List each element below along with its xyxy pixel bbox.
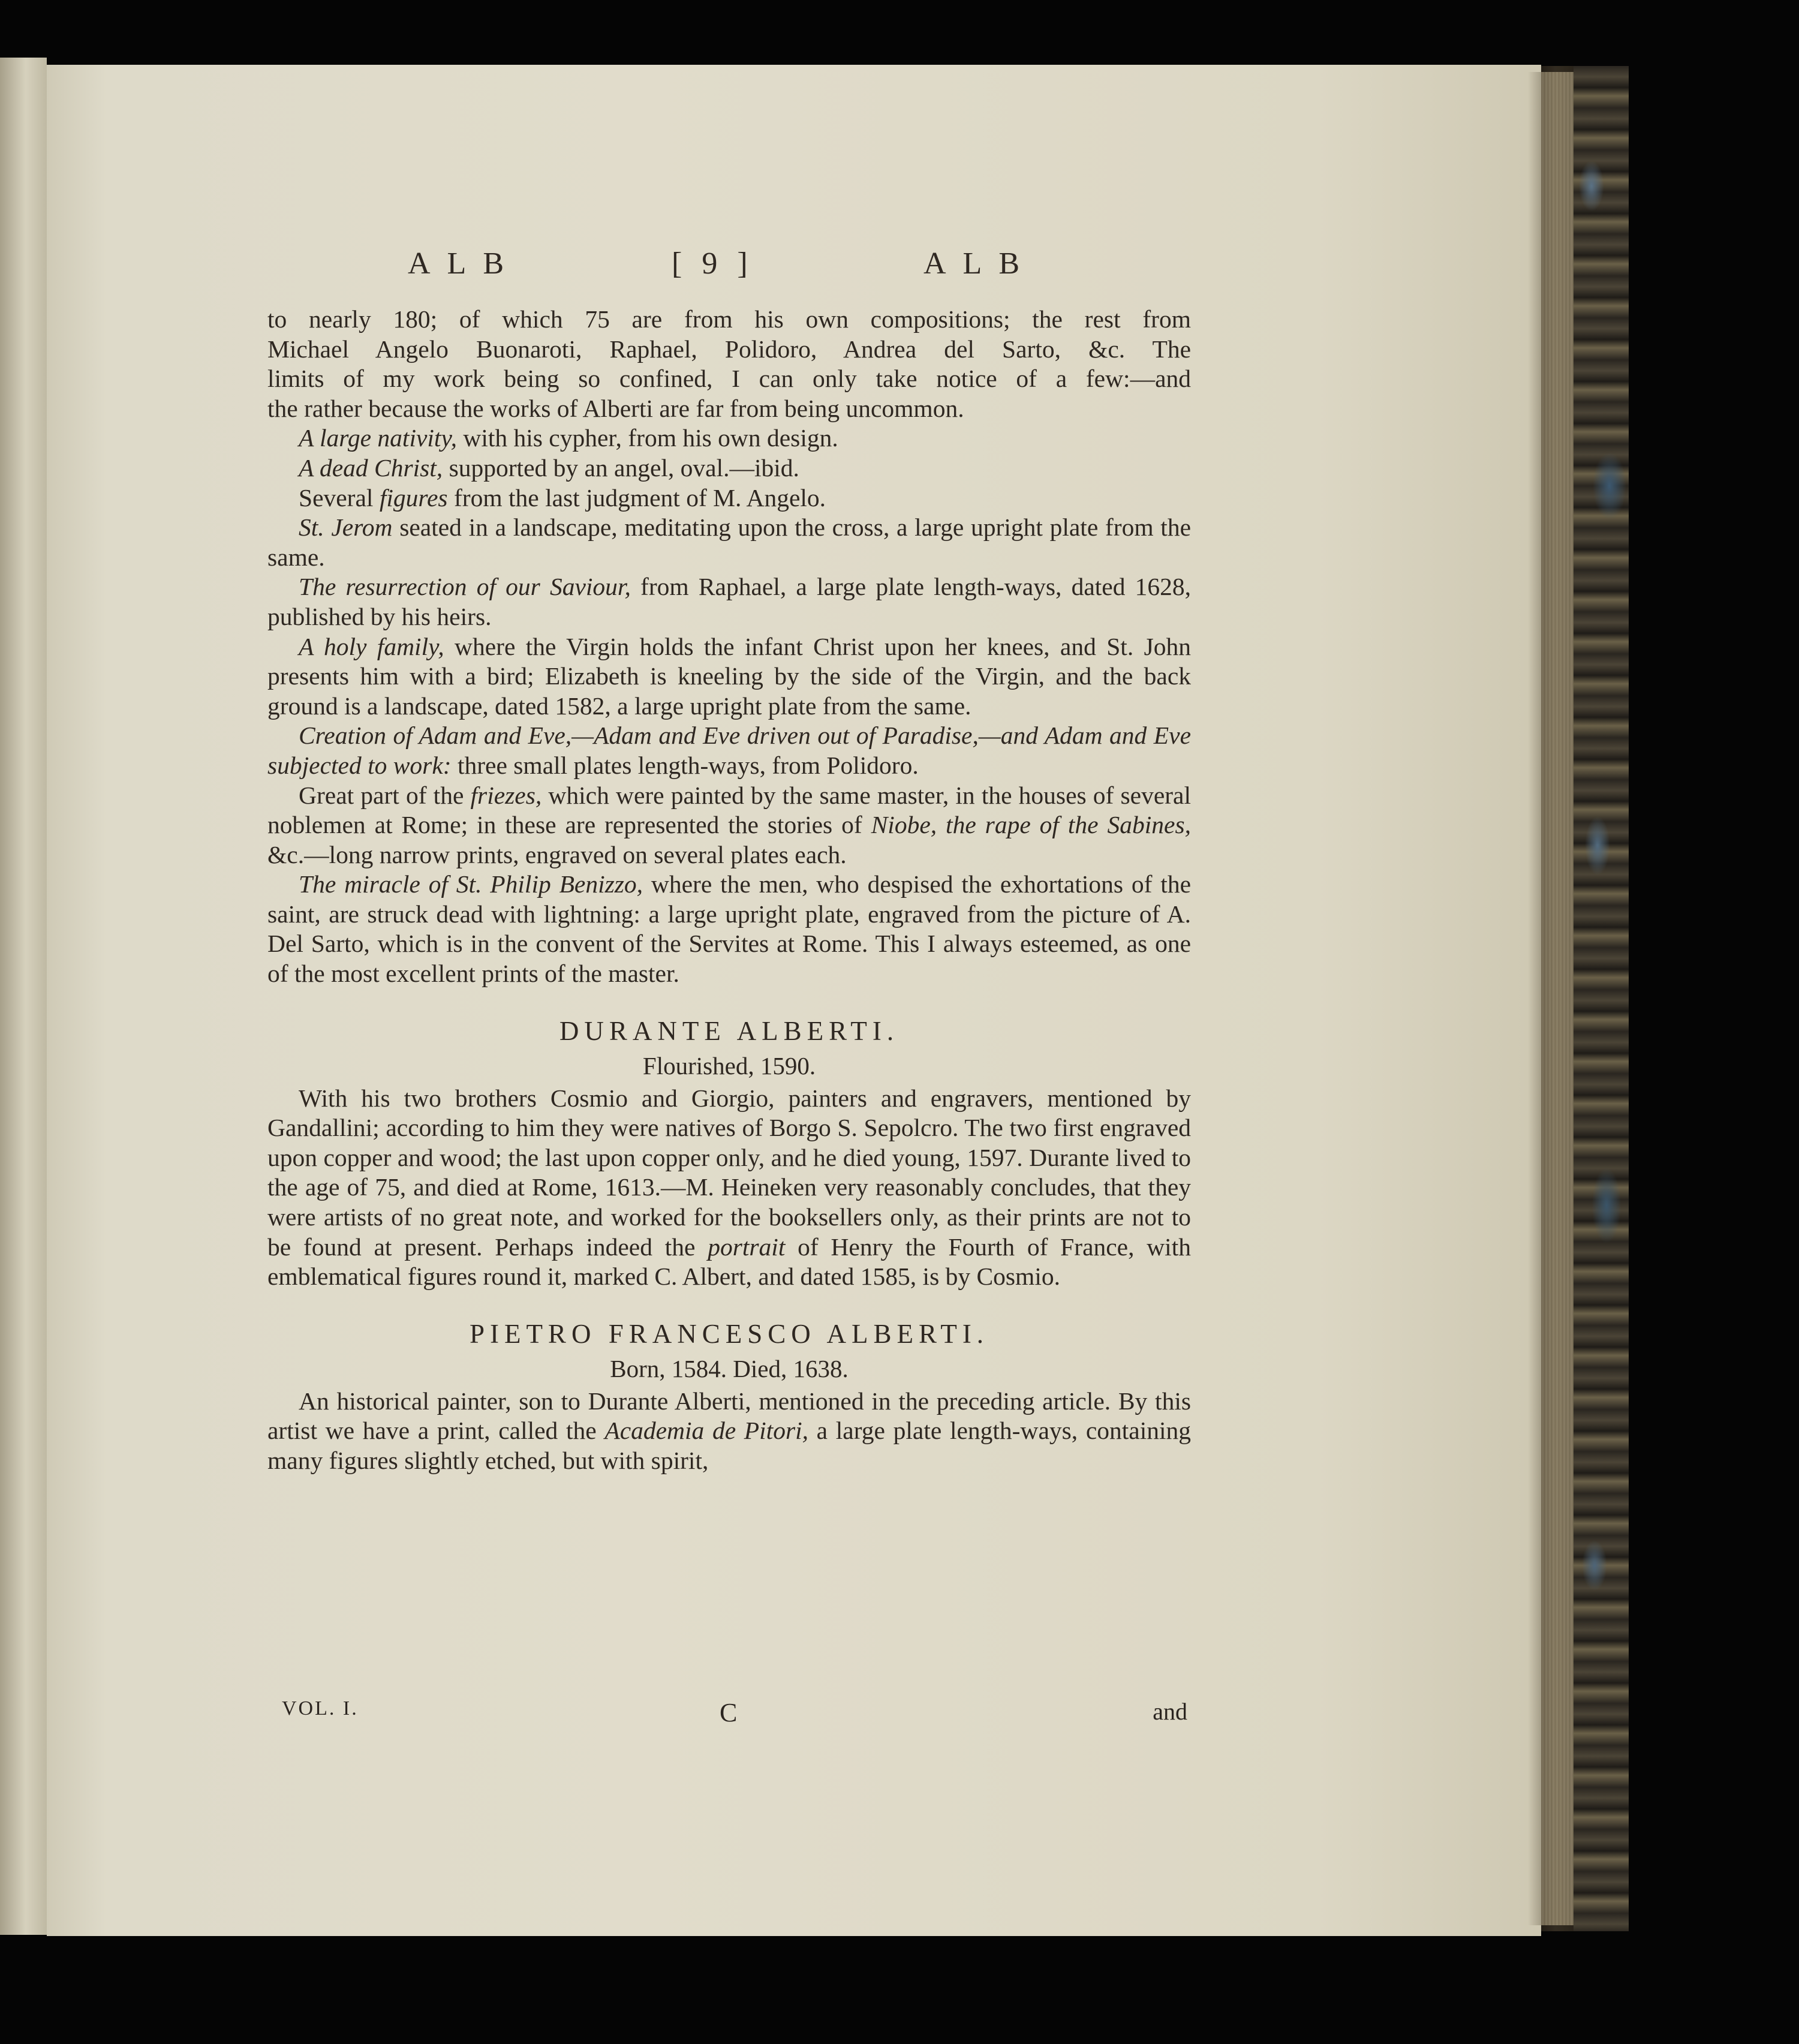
print-description: &c.—long narrow prints, engraved on several plates each. — [267, 840, 847, 868]
print-title: A holy family, — [299, 632, 444, 660]
text-line: Michael Angelo Buonaroti, Raphael, Polidoro, Andrea del Sarto, &c. The — [267, 335, 1191, 363]
volume-mark: VOL. I. — [282, 1697, 359, 1720]
print-title: The resurrection of our Saviour, — [299, 573, 631, 601]
print-entry — [267, 483, 1191, 513]
print-title: figures — [379, 483, 448, 512]
main-text — [267, 305, 1191, 1476]
print-entry — [267, 870, 1191, 988]
section-text-pietro — [267, 1387, 1191, 1476]
signature-mark: C — [720, 1698, 738, 1727]
running-head-left: ALB — [408, 247, 521, 281]
print-description: from Raphael, a large plate length-ways, dated 1628, published by his heirs. — [267, 573, 1191, 630]
text-line: to nearly 180; of which 75 are from his own compositions; the rest from — [267, 305, 1191, 333]
section-dates-pietro: Born, 1584. Died, 1638. — [610, 1354, 849, 1382]
print-entry — [267, 781, 1191, 870]
leather-binding — [1541, 66, 1577, 1931]
section-text: With his two brothers Cosmio and Giorgio, painters and engravers, mentioned by Gandallini; according to him they were natives of Borgo S. Sepolcro. The two first engraved upon copper and wood; the last upon copper only, and he died young, 1597. Durante lived to the age of 75, and died at Rome, 1613.—M. Heineken very reasonably concludes, that they were artists of no great note, and worked for the booksellers only, as their prints are not to be found at present. Perhaps indeed the — [267, 1084, 1191, 1261]
marbled-board — [1574, 66, 1629, 1931]
print-description: supported by an angel, oval.—ibid. — [443, 453, 799, 482]
page-number: [ 9 ] — [672, 247, 754, 281]
print-description: which were painted by the same master, in the houses of several noblemen at Rome; in these are represented the stories of — [267, 781, 1192, 839]
print-description: three small plates length-ways, from Polidoro. — [451, 751, 919, 779]
section-text-durante — [267, 1084, 1191, 1292]
print-entry — [267, 453, 1191, 483]
text-line: the rather because the works of Alberti are far from being uncommon. — [267, 394, 964, 422]
print-title: A large nativity, — [299, 424, 457, 452]
section-text: a large plate length-ways, containing many figures slightly etched, but with spirit, — [267, 1417, 1192, 1474]
facing-page-edge — [0, 58, 47, 1935]
print-entry — [267, 513, 1191, 572]
section-text: An historical painter, son to Durante Alberti, mentioned in the preceding article. By this artist we have a print, called the — [267, 1387, 1191, 1445]
print-prefix: Several — [299, 483, 380, 512]
catchword: and — [1153, 1698, 1187, 1725]
print-title: St. Jerom — [299, 513, 393, 542]
print-description: from the last judgment of M. Angelo. — [447, 483, 826, 512]
print-entry — [267, 632, 1191, 722]
print-title: A dead Christ, — [299, 453, 443, 482]
print-description: seated in a landscape, meditating upon the cross, a large upright plate from the same. — [267, 513, 1191, 571]
running-head-right: ALB — [923, 247, 1036, 281]
section-heading-pietro: PIETRO FRANCESCO ALBERTI. — [469, 1318, 989, 1349]
print-description: with his cypher, from his own design. — [456, 424, 838, 452]
print-title: Niobe, the rape of the Sabines, — [871, 811, 1191, 839]
text-line: limits of my work being so confined, I can only take notice of a few:—and — [267, 365, 1191, 393]
section-text: of Henry the Fourth of France, with emblematical figures round it, marked C. Albert, and dated 1585, is by Cosmio. — [267, 1233, 1191, 1291]
page-footer — [282, 1697, 1187, 1733]
section-dates-durante: Flourished, 1590. — [642, 1051, 816, 1080]
print-title: The miracle of St. Philip Benizzo, — [299, 870, 643, 898]
section-heading-durante: DURANTE ALBERTI. — [559, 1015, 900, 1046]
print-description: where the men, who despised the exhortations of the saint, are struck dead with lightning: a large upright plate, engraved from the picture of A. Del Sarto, which is in the convent of the Servites at Rome. This I always esteemed, as one of the most excellent prints of the master. — [267, 870, 1191, 988]
print-entry — [267, 423, 1191, 453]
print-title: Creation of Adam and Eve,—Adam and Eve driven out of Paradise,—and Adam and Eve subjected to work: — [267, 722, 1191, 779]
print-title: friezes, — [470, 781, 542, 809]
print-entry — [267, 572, 1191, 632]
section-italic: Academia de Pitori, — [604, 1417, 809, 1445]
print-prefix: Great part of the — [299, 781, 471, 809]
page-gutter-shadow — [1528, 72, 1541, 1925]
section-italic: portrait — [708, 1233, 786, 1261]
print-description: where the Virgin holds the infant Christ upon her knees, and St. John presents him with a bird; Elizabeth is kneeling by the side of the Virgin, and the back ground is a landscape, dated 1582, a large upright plate from the same. — [267, 632, 1191, 720]
print-entry — [267, 721, 1191, 780]
intro-paragraph — [267, 305, 1191, 423]
